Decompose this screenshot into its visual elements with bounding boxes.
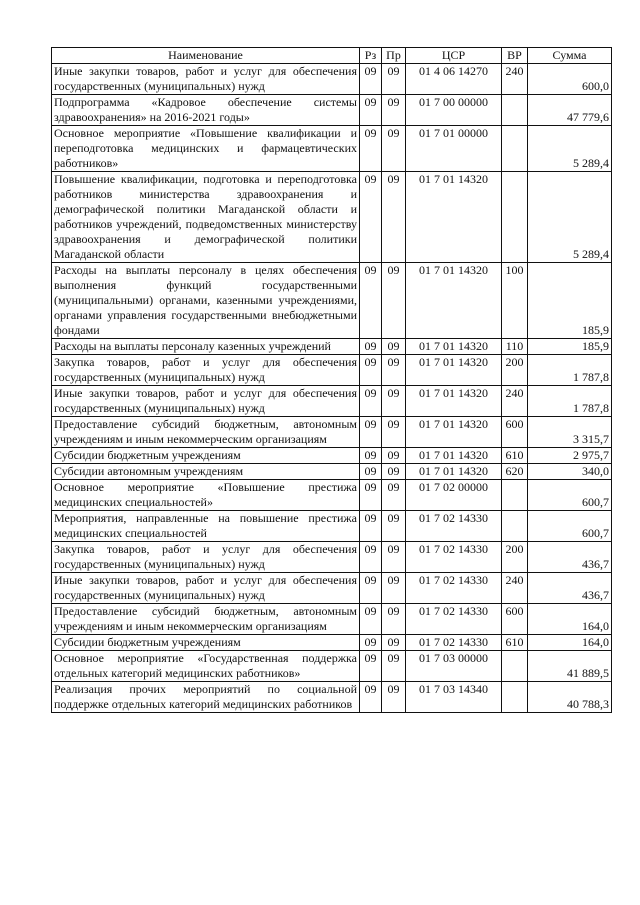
table-row: [52, 604, 612, 635]
cell-name: Реализация прочих мероприятий по социальной поддержке отдельных категорий медицинских работников: [52, 682, 360, 713]
cell-rz: 09: [360, 682, 382, 713]
header-csr: ЦСР: [406, 48, 502, 64]
header-name: Наименование: [52, 48, 360, 64]
cell-csr: 01 7 02 14330: [406, 573, 502, 604]
cell-sum: 436,7: [528, 542, 612, 573]
cell-sum: 41 889,5: [528, 651, 612, 682]
cell-pr: 09: [382, 263, 406, 339]
cell-rz: 09: [360, 604, 382, 635]
cell-name: Субсидии бюджетным учреждениям: [52, 635, 360, 651]
cell-pr: 09: [382, 635, 406, 651]
cell-sum: 47 779,6: [528, 95, 612, 126]
cell-csr: 01 4 06 14270: [406, 64, 502, 95]
cell-name: Предоставление субсидий бюджетным, автономным учреждениям и иным некоммерческим организациям: [52, 604, 360, 635]
cell-vr: 110: [502, 339, 528, 355]
cell-pr: 09: [382, 464, 406, 480]
cell-sum: 185,9: [528, 263, 612, 339]
cell-rz: 09: [360, 64, 382, 95]
cell-rz: 09: [360, 542, 382, 573]
cell-pr: 09: [382, 386, 406, 417]
cell-name: Основное мероприятие «Повышение квалификации и переподготовка медицинских и фармацевтических работников»: [52, 126, 360, 172]
cell-sum: 436,7: [528, 573, 612, 604]
budget-table: [51, 47, 612, 713]
cell-csr: 01 7 02 14330: [406, 511, 502, 542]
cell-sum: 185,9: [528, 339, 612, 355]
table-row: [52, 573, 612, 604]
cell-rz: 09: [360, 635, 382, 651]
cell-pr: 09: [382, 417, 406, 448]
cell-rz: 09: [360, 95, 382, 126]
cell-rz: 09: [360, 480, 382, 511]
cell-csr: 01 7 02 14330: [406, 542, 502, 573]
cell-pr: 09: [382, 355, 406, 386]
cell-pr: 09: [382, 172, 406, 263]
cell-csr: 01 7 01 14320: [406, 448, 502, 464]
cell-vr: 600: [502, 604, 528, 635]
cell-sum: 1 787,8: [528, 355, 612, 386]
cell-name: Иные закупки товаров, работ и услуг для обеспечения государственных (муниципальных) нужд: [52, 64, 360, 95]
header-pr: Пр: [382, 48, 406, 64]
cell-rz: 09: [360, 651, 382, 682]
table-header-row: [52, 48, 612, 64]
cell-sum: 164,0: [528, 635, 612, 651]
cell-vr: 100: [502, 263, 528, 339]
cell-name: Основное мероприятие «Повышение престижа медицинских специальностей»: [52, 480, 360, 511]
cell-rz: 09: [360, 263, 382, 339]
cell-csr: 01 7 01 14320: [406, 355, 502, 386]
cell-vr: 620: [502, 464, 528, 480]
cell-name: Иные закупки товаров, работ и услуг для обеспечения государственных (муниципальных) нужд: [52, 386, 360, 417]
cell-sum: 600,0: [528, 64, 612, 95]
table-row: [52, 64, 612, 95]
header-rz: Рз: [360, 48, 382, 64]
cell-csr: 01 7 01 14320: [406, 339, 502, 355]
table-row: [52, 511, 612, 542]
cell-csr: 01 7 02 00000: [406, 480, 502, 511]
cell-csr: 01 7 02 14330: [406, 635, 502, 651]
cell-vr: [502, 95, 528, 126]
cell-pr: 09: [382, 64, 406, 95]
cell-rz: 09: [360, 339, 382, 355]
cell-name: Субсидии бюджетным учреждениям: [52, 448, 360, 464]
cell-rz: 09: [360, 511, 382, 542]
cell-vr: 600: [502, 417, 528, 448]
cell-name: Повышение квалификации, подготовка и переподготовка работников министерства здравоохранения и демографической политики Магаданской области и работников учреждений, подведомственных министерству здравоохранения и демографической политики Магаданской области: [52, 172, 360, 263]
cell-sum: 5 289,4: [528, 172, 612, 263]
cell-csr: 01 7 03 14340: [406, 682, 502, 713]
cell-rz: 09: [360, 464, 382, 480]
cell-vr: 240: [502, 573, 528, 604]
table-row: [52, 651, 612, 682]
cell-pr: 09: [382, 126, 406, 172]
cell-vr: [502, 511, 528, 542]
table-row: [52, 339, 612, 355]
table-row: [52, 417, 612, 448]
cell-rz: 09: [360, 448, 382, 464]
cell-pr: 09: [382, 604, 406, 635]
table-row: [52, 386, 612, 417]
table-row: [52, 448, 612, 464]
cell-pr: 09: [382, 95, 406, 126]
cell-csr: 01 7 03 00000: [406, 651, 502, 682]
cell-pr: 09: [382, 480, 406, 511]
table-row: [52, 542, 612, 573]
header-vr: ВР: [502, 48, 528, 64]
table-row: [52, 172, 612, 263]
header-sum: Сумма: [528, 48, 612, 64]
cell-name: Основное мероприятие «Государственная поддержка отдельных категорий медицинских работников»: [52, 651, 360, 682]
table-row: [52, 263, 612, 339]
cell-pr: 09: [382, 682, 406, 713]
cell-vr: 240: [502, 386, 528, 417]
cell-pr: 09: [382, 339, 406, 355]
cell-sum: 3 315,7: [528, 417, 612, 448]
table-row: [52, 126, 612, 172]
cell-name: Расходы на выплаты персоналу в целях обеспечения выполнения функций государственными (муниципальными) органами, казенными учреждениями, органами управления государственными внебюджетными фондами: [52, 263, 360, 339]
cell-vr: 610: [502, 635, 528, 651]
budget-document: [51, 47, 611, 713]
cell-vr: 200: [502, 355, 528, 386]
cell-pr: 09: [382, 651, 406, 682]
cell-vr: [502, 172, 528, 263]
cell-rz: 09: [360, 417, 382, 448]
cell-sum: 340,0: [528, 464, 612, 480]
table-row: [52, 464, 612, 480]
cell-pr: 09: [382, 448, 406, 464]
table-row: [52, 635, 612, 651]
cell-sum: 40 788,3: [528, 682, 612, 713]
cell-rz: 09: [360, 386, 382, 417]
cell-sum: 5 289,4: [528, 126, 612, 172]
cell-sum: 1 787,8: [528, 386, 612, 417]
cell-csr: 01 7 02 14330: [406, 604, 502, 635]
cell-csr: 01 7 01 00000: [406, 126, 502, 172]
cell-sum: 600,7: [528, 511, 612, 542]
cell-name: Мероприятия, направленные на повышение престижа медицинских специальностей: [52, 511, 360, 542]
cell-vr: [502, 651, 528, 682]
cell-rz: 09: [360, 573, 382, 604]
cell-csr: 01 7 00 00000: [406, 95, 502, 126]
cell-name: Закупка товаров, работ и услуг для обеспечения государственных (муниципальных) нужд: [52, 355, 360, 386]
cell-rz: 09: [360, 355, 382, 386]
cell-name: Закупка товаров, работ и услуг для обеспечения государственных (муниципальных) нужд: [52, 542, 360, 573]
cell-sum: 600,7: [528, 480, 612, 511]
table-row: [52, 480, 612, 511]
cell-csr: 01 7 01 14320: [406, 263, 502, 339]
cell-csr: 01 7 01 14320: [406, 417, 502, 448]
cell-csr: 01 7 01 14320: [406, 464, 502, 480]
cell-vr: 240: [502, 64, 528, 95]
cell-rz: 09: [360, 172, 382, 263]
cell-vr: 610: [502, 448, 528, 464]
table-row: [52, 682, 612, 713]
cell-name: Иные закупки товаров, работ и услуг для обеспечения государственных (муниципальных) нужд: [52, 573, 360, 604]
table-row: [52, 355, 612, 386]
cell-pr: 09: [382, 511, 406, 542]
cell-name: Расходы на выплаты персоналу казенных учреждений: [52, 339, 360, 355]
table-row: [52, 95, 612, 126]
cell-vr: [502, 682, 528, 713]
cell-vr: [502, 126, 528, 172]
cell-rz: 09: [360, 126, 382, 172]
cell-vr: [502, 480, 528, 511]
cell-pr: 09: [382, 573, 406, 604]
cell-name: Предоставление субсидий бюджетным, автономным учреждениям и иным некоммерческим организациям: [52, 417, 360, 448]
cell-name: Подпрограмма «Кадровое обеспечение системы здравоохранения» на 2016-2021 годы»: [52, 95, 360, 126]
cell-name: Субсидии автономным учреждениям: [52, 464, 360, 480]
cell-csr: 01 7 01 14320: [406, 386, 502, 417]
cell-sum: 164,0: [528, 604, 612, 635]
cell-pr: 09: [382, 542, 406, 573]
cell-vr: 200: [502, 542, 528, 573]
cell-sum: 2 975,7: [528, 448, 612, 464]
cell-csr: 01 7 01 14320: [406, 172, 502, 263]
